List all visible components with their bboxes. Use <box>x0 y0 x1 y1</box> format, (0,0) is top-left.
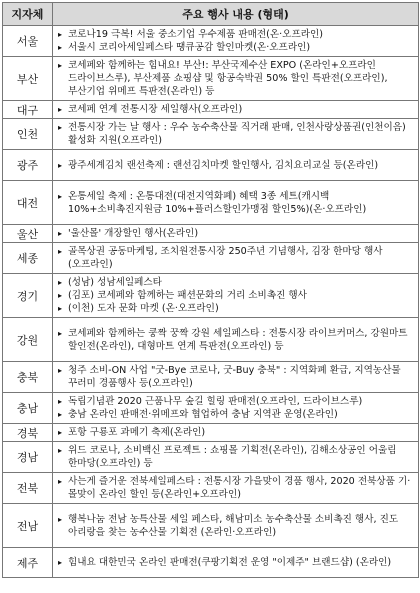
region-cell: 인천 <box>3 119 53 150</box>
item-text: 광주세계김치 랜선축제 : 랜선김치마켓 할인행사, 김치요리교실 등(온라인) <box>68 159 379 171</box>
item-text: 행복나눔 전남 농특산물 세일 페스타, 해남미소 농수축산물 소비촉진 행사, 진도 아리랑을 찾는 농수산물 기획전 (온라인·오프라인) <box>68 513 399 538</box>
list-item <box>58 513 415 539</box>
list-item <box>58 327 415 353</box>
list-item <box>58 289 415 302</box>
item-text: 충남 온라인 판매전·위메프와 협업하여 충남 지역관 운영(온라인) <box>68 409 338 420</box>
item-text: '울산몰' 개장할인 행사(온라인) <box>68 228 199 239</box>
item-text: 청주 소비-ON 사업 "굿-Bye 코로나, 굿-Buy 충북" : 지역화폐 환급, 지역농산물 꾸러미 경품행사 등(오프라인) <box>68 365 401 389</box>
table-body <box>3 26 419 578</box>
table-row <box>3 119 419 150</box>
content-cell <box>53 150 419 181</box>
content-cell <box>53 119 419 150</box>
item-text: 힘내요 대한민국 온라인 판매전(쿠팡기획전 운영 "이제주" 브랜드샵) (온라인) <box>68 557 392 568</box>
content-cell <box>53 57 419 101</box>
region-cell: 경남 <box>3 442 53 473</box>
item-text: 코로나19 극복! 서울 중소기업 우수제품 판매전(온·오프라인) <box>68 29 323 40</box>
item-text: 골목상권 공동마케팅, 조치원전통시장 250주년 기념행사, 김장 한마당 행사(오프라인) <box>68 246 383 270</box>
region-cell: 대구 <box>3 101 53 119</box>
list-item <box>58 245 415 271</box>
item-text: (성남) 성남세일페스타 <box>68 277 162 288</box>
table-row <box>3 442 419 473</box>
region-cell: 전남 <box>3 504 53 548</box>
item-text: 위드 코로나, 소비백신 프로젝트 : 쇼핑몰 기획전(온라인), 김해소상공인 어울림 한마당(오프라인) 등 <box>68 445 397 469</box>
table-row <box>3 26 419 57</box>
table-row <box>3 473 419 504</box>
content-cell <box>53 393 419 424</box>
list-item <box>58 41 415 54</box>
list-item <box>58 276 415 289</box>
item-text: (김포) 코세페와 함께하는 패션문화의 거리 소비촉진 행사 <box>68 290 307 301</box>
content-cell <box>53 442 419 473</box>
table-row <box>3 424 419 442</box>
region-cell: 울산 <box>3 225 53 243</box>
region-cell: 강원 <box>3 318 53 362</box>
region-cell: 대전 <box>3 181 53 225</box>
content-cell <box>53 274 419 318</box>
bullet-icon: ▸ <box>58 397 63 406</box>
bullet-icon: ▸ <box>58 247 63 256</box>
list-item <box>58 159 415 172</box>
bullet-icon: ▸ <box>58 514 63 524</box>
list-item <box>58 364 415 390</box>
table-row <box>3 393 419 424</box>
item-text: 전통시장 가는 날 행사 : 우수 농수축산물 직거래 판매, 인천사랑상품권(인천이음) 활성화 지원(오프라인) <box>68 122 406 146</box>
bullet-icon: ▸ <box>58 428 63 437</box>
content-cell <box>53 243 419 274</box>
header-region: 지자체 <box>3 3 53 26</box>
table-row <box>3 548 419 578</box>
list-item <box>58 475 415 501</box>
table-row <box>3 362 419 393</box>
bullet-icon: ▸ <box>58 477 63 486</box>
header-content: 주요 행사 내용 (형태) <box>53 3 419 26</box>
list-item <box>58 121 415 147</box>
bullet-icon: ▸ <box>58 160 63 170</box>
list-item <box>58 426 415 439</box>
bullet-icon: ▸ <box>58 43 63 52</box>
region-cell: 세종 <box>3 243 53 274</box>
item-text: 서울시 코리아세일페스타 땡큐공감 할인마켓(온·오프라인) <box>68 42 311 53</box>
table-row <box>3 504 419 548</box>
item-text: 코세페 연계 전통시장 세일행사(오프라인) <box>68 104 243 115</box>
content-cell <box>53 181 419 225</box>
item-text: 온통세일 축제 : 온통대전(대전지역화폐) 혜택 3종 세트(캐시백 10%+소비촉진지원금 10%+플러스할인가맹점 할인5%)(온·오프라인) <box>68 190 367 215</box>
bullet-icon: ▸ <box>58 410 63 419</box>
list-item <box>58 103 415 116</box>
content-cell <box>53 548 419 578</box>
region-cell: 제주 <box>3 548 53 578</box>
list-item <box>58 556 415 569</box>
region-cell: 충북 <box>3 362 53 393</box>
bullet-icon: ▸ <box>58 558 63 567</box>
bullet-icon: ▸ <box>58 278 63 287</box>
content-cell <box>53 225 419 243</box>
item-text: 코세페와 함께하는 쿵짝 꿍짝 강원 세일페스타 : 전통시장 라이브커머스, 강원마트 할인전(온라인), 대형마트 연계 특판전(오프라인) 등 <box>68 327 408 352</box>
bullet-icon: ▸ <box>58 366 63 375</box>
list-item <box>58 444 415 470</box>
bullet-icon: ▸ <box>58 304 63 313</box>
bullet-icon: ▸ <box>58 61 63 70</box>
item-text: 독립기념관 2020 근품나무 숲길 힐링 판매전(오프라인, 드라이브스루) <box>68 396 363 407</box>
bullet-icon: ▸ <box>58 191 63 201</box>
content-cell <box>53 318 419 362</box>
region-cell: 경기 <box>3 274 53 318</box>
table-row <box>3 243 419 274</box>
region-cell: 부산 <box>3 57 53 101</box>
region-cell: 광주 <box>3 150 53 181</box>
table-row <box>3 57 419 101</box>
item-text: 코세페와 함께하는 힘내요! 부산!: 부산국제수산 EXPO (온라인+오프라인 드라이브스루), 부산제품 쇼핑샵 및 항공숙박권 50% 할인 특판전(오프라인), 부산기업 위메프 특판전(온라인) 등 <box>68 60 388 97</box>
table-row <box>3 274 419 318</box>
bullet-icon: ▸ <box>58 30 63 39</box>
content-cell <box>53 473 419 504</box>
item-text: 사는게 즐거운 전북세일페스타 : 전통시장 가을맞이 경품 행사, 2020 전북상품 기·몰맞이 온라인 할인 등(온라인+오프라인) <box>68 476 411 500</box>
bullet-icon: ▸ <box>58 446 63 455</box>
content-cell <box>53 424 419 442</box>
content-cell <box>53 362 419 393</box>
table-row <box>3 318 419 362</box>
item-text: 포항 구룡포 과메기 축제(온라인) <box>68 427 206 438</box>
event-table <box>2 2 419 578</box>
list-item <box>58 59 415 98</box>
list-item <box>58 28 415 41</box>
table-row <box>3 181 419 225</box>
header-row <box>3 3 419 26</box>
list-item <box>58 190 415 216</box>
list-item <box>58 227 415 240</box>
bullet-icon: ▸ <box>58 291 63 300</box>
content-cell <box>53 504 419 548</box>
table-row <box>3 101 419 119</box>
table-row <box>3 225 419 243</box>
region-cell: 충남 <box>3 393 53 424</box>
table-row <box>3 150 419 181</box>
item-text: (이천) 도자 문화 마켓 (온·오프라인) <box>68 303 219 314</box>
region-cell: 경북 <box>3 424 53 442</box>
bullet-icon: ▸ <box>58 105 63 114</box>
list-item <box>58 408 415 421</box>
region-cell: 서울 <box>3 26 53 57</box>
bullet-icon: ▸ <box>58 328 63 338</box>
region-cell: 전북 <box>3 473 53 504</box>
content-cell <box>53 26 419 57</box>
content-cell <box>53 101 419 119</box>
list-item <box>58 395 415 408</box>
list-item <box>58 302 415 315</box>
bullet-icon: ▸ <box>58 229 63 238</box>
bullet-icon: ▸ <box>58 123 63 132</box>
